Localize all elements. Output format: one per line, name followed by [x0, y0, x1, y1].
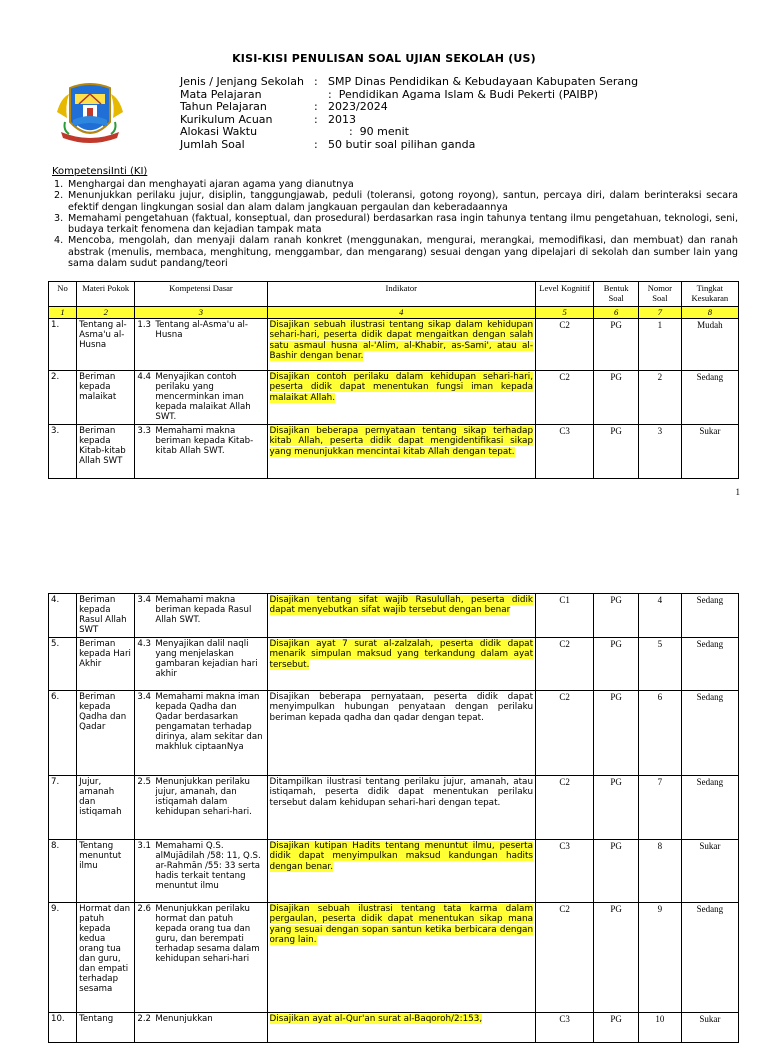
bentuk-soal: PG: [594, 840, 639, 903]
table-row: [49, 594, 739, 638]
kd-text: Menunjukkan perilaku hormat dan patuh kepada orang tua dan guru, dan berempati terhadap sesama dalam kehidupan sehari-hari: [155, 904, 260, 964]
tingkat-kesukaran: Sedang: [681, 776, 738, 840]
col-number: 4: [267, 307, 536, 319]
kd-code: 1.3: [137, 320, 152, 330]
header-bentuk: Bentuk Soal: [594, 282, 639, 307]
nomor-soal: 10: [639, 1013, 682, 1043]
indikator-text: Disajikan sebuah ilustrasi tentang sikap dalam kehidupan sehari-hari, peserta didik dapat mengaitkan dengan salah satu asmaul husna al-'Alim, al-Khabir, as-Sami', atau al-Bashir dengan benar.: [269, 320, 534, 362]
materi-pokok: Tentang: [77, 1013, 135, 1043]
ki-heading: KompetensiInti (KI): [52, 166, 148, 177]
document-title: KISI-KISI PENULISAN SOAL UJIAN SEKOLAH (US): [232, 52, 536, 65]
col-number: 7: [639, 307, 682, 319]
kompetensi-dasar: [135, 840, 267, 903]
level-kognitif: C2: [536, 903, 594, 1013]
kompetensi-dasar: [135, 319, 267, 371]
tingkat-kesukaran: Mudah: [681, 319, 738, 371]
level-kognitif: C3: [536, 840, 594, 903]
indikator: [267, 1013, 536, 1043]
ki-item: 4. Mencoba, mengolah, dan menyaji dalam ranah konkret (menggunakan, mengurai, merangkai, memodifikasi, dan membuat) dan ranah abstrak (menulis, membaca, menghitung, menggambar, dan mengarang) sesuai dengan yang dipelajari di sekolah dan sumber lain yang sama dalam sudut pandang/teori: [54, 235, 738, 270]
indikator-text: Disajikan sebuah ilustrasi tentang tata karma dalam pergaulan, peserta didik dapat menentukan sikap mana yang sesuai dengan sopan santun ketika berbicara dengan orang lain.: [269, 904, 534, 946]
level-kognitif: C2: [536, 371, 594, 425]
indikator: [267, 319, 536, 371]
indikator-text: Disajikan ayat 7 surat al-zalzalah, peserta didik dapat menarik simpulan maksud yang terkandung dalam ayat tersebut.: [269, 639, 534, 670]
materi-pokok: Beriman kepada Qadha dan Qadar: [77, 691, 135, 776]
tingkat-kesukaran: Sukar: [681, 840, 738, 903]
nomor-soal: 2: [639, 371, 682, 425]
bentuk-soal: PG: [594, 319, 639, 371]
nomor-soal: 6: [639, 691, 682, 776]
kd-code: 3.3: [137, 426, 152, 436]
row-number: 8.: [49, 840, 77, 903]
document-page-2: [0, 512, 768, 1024]
ki-item: 1. Menghargai dan menghayati ajaran agama yang dianutnya: [54, 179, 354, 190]
indikator: [267, 594, 536, 638]
kd-code: 2.2: [137, 1014, 152, 1024]
kabupaten-serang-emblem-icon: [55, 82, 125, 146]
col-number: 1: [49, 307, 77, 319]
nomor-soal: 1: [639, 319, 682, 371]
nomor-soal: 8: [639, 840, 682, 903]
materi-pokok: Jujur, amanah dan istiqamah: [77, 776, 135, 840]
table-row: [49, 371, 739, 425]
materi-pokok: Tentang menuntut ilmu: [77, 840, 135, 903]
row-number: 3.: [49, 425, 77, 479]
tingkat-kesukaran: Sukar: [681, 425, 738, 479]
header-kd: Kompetensi Dasar: [135, 282, 267, 307]
materi-pokok: Tentang al-Asma'u al-Husna: [77, 319, 135, 371]
header-materi: Materi Pokok: [77, 282, 135, 307]
header-indikator: Indikator: [267, 282, 536, 307]
level-kognitif: C2: [536, 691, 594, 776]
indikator-text: Disajikan contoh perilaku dalam kehidupan sehari-hari, peserta didik dapat menentukan fungsi iman kepada malaikat Allah.: [269, 372, 534, 403]
tingkat-kesukaran: Sukar: [681, 1013, 738, 1043]
kd-text: Memahami makna beriman kepada Kitab-kitab Allah SWT.: [155, 426, 254, 456]
indikator-text: Ditampilkan ilustrasi tentang perilaku jujur, amanah, atau istiqamah, peserta didik dapat menentukan perilaku tersebut dalam kehidupan sehari-hari dengan tepat.: [269, 777, 534, 808]
info-row-alokasi: Alokasi Waktu : 90 menit: [180, 125, 409, 139]
tingkat-kesukaran: Sedang: [681, 371, 738, 425]
kd-text: Menunjukkan perilaku jujur, amanah, dan istiqamah dalam kehidupan sehari-hari.: [155, 777, 252, 817]
bentuk-soal: PG: [594, 903, 639, 1013]
kd-code: 4.3: [137, 639, 152, 649]
level-kognitif: C2: [536, 319, 594, 371]
kd-text: Memahami makna beriman kepada Rasul Allah SWT.: [155, 595, 252, 625]
col-number: 8: [681, 307, 738, 319]
level-kognitif: C3: [536, 425, 594, 479]
indikator-text: Disajikan beberapa pernyataan tentang sikap terhadap kitab Allah, peserta didik dapat mengidentifikasi sikap yang menunjukkan mencintai kitab Allah dengan tepat.: [269, 426, 534, 457]
kompetensi-dasar: [135, 691, 267, 776]
row-number: 7.: [49, 776, 77, 840]
bentuk-soal: PG: [594, 371, 639, 425]
ki-item: 2. Menunjukkan perilaku jujur, disiplin, tanggungjawab, peduli (toleransi, gotong royong), santun, percaya diri, dalam berinteraksi secara efektif dengan lingkungan sosial dan alam dalam jangkauan pergaulan dan keberadaannya: [54, 190, 738, 213]
row-number: 9.: [49, 903, 77, 1013]
col-number: 6: [594, 307, 639, 319]
row-number: 6.: [49, 691, 77, 776]
header-no: No: [49, 282, 77, 307]
kisi-kisi-table-page-2: [48, 593, 739, 1043]
tingkat-kesukaran: Sedang: [681, 594, 738, 638]
table-row: [49, 903, 739, 1013]
table-row: [49, 1013, 739, 1043]
indikator-text: Disajikan kutipan Hadits tentang menuntut ilmu, peserta didik dapat menyimpulkan maksud kandungan hadits dengan benar.: [269, 841, 534, 872]
kd-code: 3.4: [137, 692, 152, 702]
bentuk-soal: PG: [594, 594, 639, 638]
row-number: 1.: [49, 319, 77, 371]
info-row-mapel: Mata Pelajaran : Pendidikan Agama Islam & Budi Pekerti (PAIBP): [180, 87, 599, 101]
bentuk-soal: PG: [594, 1013, 639, 1043]
kisi-kisi-table-page-1: [48, 281, 739, 479]
nomor-soal: 3: [639, 425, 682, 479]
info-row-kurikulum: Kurikulum Acuan : 2013: [180, 112, 356, 126]
bentuk-soal: PG: [594, 638, 639, 691]
kompetensi-dasar: [135, 371, 267, 425]
header-nomor: Nomor Soal: [639, 282, 682, 307]
kd-code: 3.1: [137, 841, 152, 851]
level-kognitif: C2: [536, 638, 594, 691]
indikator: [267, 691, 536, 776]
ki-list: [54, 179, 738, 269]
ki-item: 3. Memahami pengetahuan (faktual, konseptual, dan prosedural) berdasarkan rasa ingin tahunya tentang ilmu pengetahuan, teknologi, seni, budaya terkait fenomena dan kejadian tampak mata: [54, 212, 738, 236]
nomor-soal: 4: [639, 594, 682, 638]
indikator: [267, 776, 536, 840]
kompetensi-dasar: [135, 425, 267, 479]
kd-text: Menunjukkan: [155, 1014, 213, 1024]
info-row-jenjang: Jenis / Jenjang Sekolah : SMP Dinas Pendidikan & Kebudayaan Kabupaten Serang: [180, 75, 639, 88]
table-row: [49, 691, 739, 776]
info-row-jumlah: Jumlah Soal : 50 butir soal pilihan ganda: [180, 137, 476, 151]
bentuk-soal: PG: [594, 776, 639, 840]
col-number: 5: [536, 307, 594, 319]
materi-pokok: Beriman kepada Kitab-kitab Allah SWT: [77, 425, 135, 479]
nomor-soal: 9: [639, 903, 682, 1013]
table-body-page-1: [49, 319, 739, 479]
kompetensi-dasar: [135, 903, 267, 1013]
table-row: [49, 319, 739, 371]
tingkat-kesukaran: Sedang: [681, 638, 738, 691]
indikator: [267, 371, 536, 425]
kd-code: 3.4: [137, 595, 152, 605]
school-info-block: [180, 76, 638, 152]
table-body-page-2: [49, 594, 739, 1043]
level-kognitif: C3: [536, 1013, 594, 1043]
page-number: 1: [735, 487, 740, 497]
kd-code: 2.5: [137, 777, 152, 787]
bentuk-soal: PG: [594, 691, 639, 776]
tingkat-kesukaran: Sedang: [681, 691, 738, 776]
row-number: 2.: [49, 371, 77, 425]
table-row: [49, 776, 739, 840]
row-number: 10.: [49, 1013, 77, 1043]
indikator-text: Disajikan beberapa pernyataan, peserta didik dapat menyimpulkan hubungan penyataan dengan perilaku beriman kepada qadha dan qadar dengan tepat.: [269, 692, 534, 723]
table-row: [49, 840, 739, 903]
kd-text: Menyajikan contoh perilaku yang mencerminkan iman kepada malaikat Allah SWT.: [155, 372, 251, 422]
table-row: [49, 638, 739, 691]
kompetensi-dasar: [135, 1013, 267, 1043]
col-number: 3: [135, 307, 267, 319]
info-row-tahun: Tahun Pelajaran : 2023/2024: [180, 100, 388, 114]
materi-pokok: Beriman kepada malaikat: [77, 371, 135, 425]
bentuk-soal: PG: [594, 425, 639, 479]
row-number: 5.: [49, 638, 77, 691]
nomor-soal: 7: [639, 776, 682, 840]
kompetensi-dasar: [135, 638, 267, 691]
col-number: 2: [77, 307, 135, 319]
indikator: [267, 425, 536, 479]
kd-code: 2.6: [137, 904, 152, 914]
indikator-text: Disajikan tentang sifat wajib Rasulullah, peserta didik dapat menyebutkan sifat wajib tersebut dengan benar: [269, 595, 534, 616]
header-tingkat: Tingkat Kesukaran: [681, 282, 738, 307]
kd-text: Memahami makna iman kepada Qadha dan Qadar berdasarkan pengamatan terhadap dirinya, alam sekitar dan makhluk ciptaanNya: [155, 692, 263, 752]
kompetensi-dasar: [135, 594, 267, 638]
nomor-soal: 5: [639, 638, 682, 691]
document-page-1: [0, 0, 768, 512]
indikator-text: Disajikan ayat al-Qur'an surat al-Baqoroh/2:153,: [269, 1014, 483, 1024]
row-number: 4.: [49, 594, 77, 638]
level-kognitif: C1: [536, 594, 594, 638]
materi-pokok: Hormat dan patuh kepada kedua orang tua dan guru, dan empati terhadap sesama: [77, 903, 135, 1013]
materi-pokok: Beriman kepada Rasul Allah SWT: [77, 594, 135, 638]
kd-text: Memahami Q.S. alMujādilah /58: 11, Q.S. ar-Rahmān /55: 33 serta hadis terkait tentang menuntut ilmu: [155, 841, 261, 891]
header-level: Level Kognitif: [536, 282, 594, 307]
kd-text: Tentang al-Asma'u al-Husna: [155, 320, 249, 340]
indikator: [267, 840, 536, 903]
indikator: [267, 638, 536, 691]
tingkat-kesukaran: Sedang: [681, 903, 738, 1013]
kompetensi-dasar: [135, 776, 267, 840]
table-row: [49, 425, 739, 479]
level-kognitif: C2: [536, 776, 594, 840]
kd-text: Menyajikan dalil naqli yang menjelaskan gambaran kejadian hari akhir: [155, 639, 258, 679]
kd-code: 4.4: [137, 372, 152, 382]
materi-pokok: Beriman kepada Hari Akhir: [77, 638, 135, 691]
indikator: [267, 903, 536, 1013]
